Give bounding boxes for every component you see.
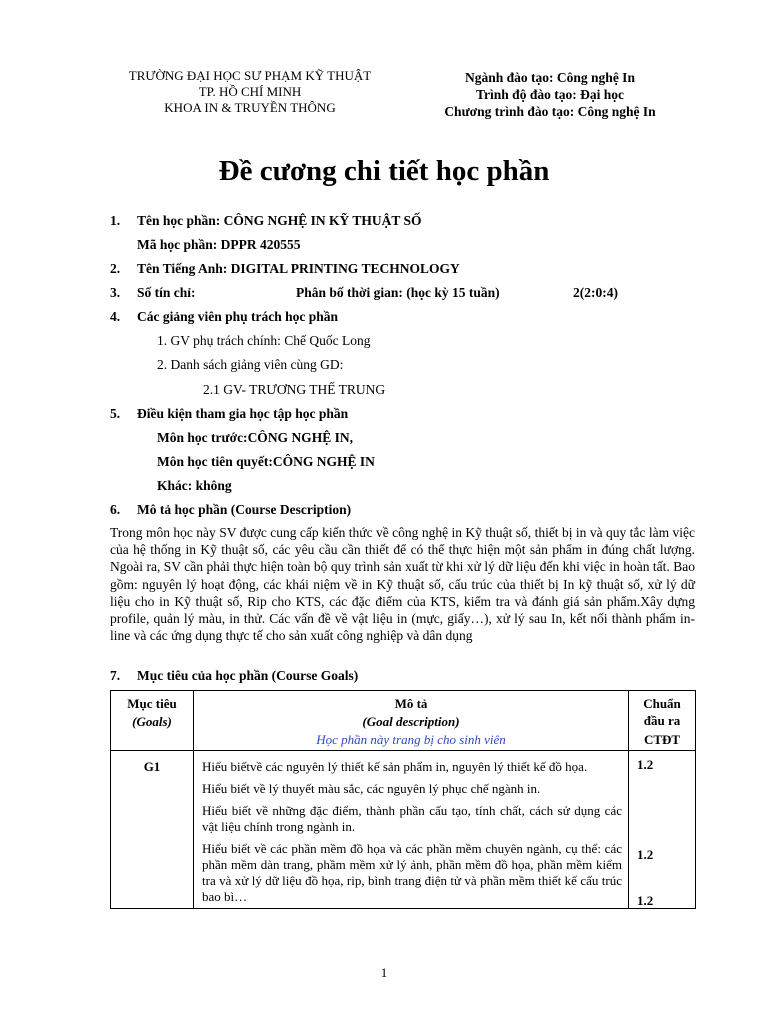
outcome-code: 1.2	[637, 847, 654, 862]
goal-description	[194, 751, 629, 909]
goal-header	[111, 691, 194, 751]
co-lecturer: 2.1 GV- TRƯƠNG THẾ TRUNG	[203, 382, 386, 397]
goal-text: Hiểu biết về những đặc điểm, thành phần cấu tạo, tính chất, cách sử dụng các vật liệu chính trong ngành in.	[202, 803, 622, 834]
program-header	[420, 69, 680, 120]
item-4	[110, 309, 338, 325]
course-code: Mã học phần: DPPR 420555	[137, 237, 301, 252]
goal-outcomes	[629, 751, 696, 909]
time-allocation: Phân bố thời gian: (học kỳ 15 tuần)	[296, 285, 500, 300]
goal-id: G1	[111, 751, 194, 909]
item-number: 3.	[110, 285, 121, 300]
previous-course-value: CÔNG NGHỆ IN,	[247, 430, 353, 445]
prerequisites-heading: Điều kiện tham gia học tập học phần	[137, 406, 349, 421]
description-header-sub: Học phần này trang bị cho sinh viên	[316, 732, 506, 747]
item-number: 7.	[110, 668, 121, 683]
course-description: Trong môn học này SV được cung cấp kiến thức về công nghệ in Kỹ thuật số, thiết bị in và quy tắc làm việc của hệ thống in Kỹ thuật số, các yêu cầu cần thiết để có thể thực hiện một sản phẩm in đúng chất lượng. Ngoài ra, SV cần phải thực hiện toàn bộ quy trình sản xuất từ khi xử lý dữ liệu đến khi việc in hoàn tất. Bao gồm: nguyên lý hoạt động, các khái niệm về in Kỹ thuật số, cấu trúc của thiết bị In kỹ thuật số, xử lý dữ liệu cho in Kỹ thuật số, Rip cho KTS, các đặc điểm của KTS, kiểm tra và đánh giá sản phẩm.Xây dựng profile, quản lý màu, in thử. Các vấn đề về vật liệu in (mực, giấy…), xử lý sau In, kết nối thành phẩm in-line và các ứng dụng thực tế cho sản xuất công nghiệp và dân dụng	[110, 525, 695, 644]
university-name: TRƯỜNG ĐẠI HỌC SƯ PHẠM KỸ THUẬT	[128, 68, 372, 83]
item-3	[110, 285, 630, 301]
required-course-label: Môn học tiên quyết:	[157, 454, 273, 469]
description-heading: Mô tả học phần (Course Description)	[137, 502, 352, 517]
outcome-header-3: CTĐT	[643, 732, 681, 747]
main-lecturer: 1. GV phụ trách chính: Chế Quốc Long	[157, 333, 371, 348]
item-number: 1.	[110, 213, 121, 228]
level-line: Trình độ đào tạo: Đại học	[476, 87, 624, 102]
table-header-row	[111, 691, 696, 751]
item-number: 4.	[110, 309, 121, 324]
item-5	[110, 406, 348, 422]
other-requirements: Khác: không	[157, 478, 232, 493]
goals-table	[110, 690, 696, 909]
item-number: 5.	[110, 406, 121, 421]
item-number: 2.	[110, 261, 121, 276]
goal-text: Hiểu biết về lý thuyết màu sắc, các nguyên lý phục chế ngành in.	[202, 781, 541, 796]
english-name: Tên Tiếng Anh: DIGITAL PRINTING TECHNOLOGY	[137, 261, 460, 276]
goal-header-label: Mục tiêu	[127, 696, 177, 711]
credits-label: Số tín chỉ:	[137, 285, 196, 300]
lecturer-list-label: 2. Danh sách giảng viên cùng GD:	[157, 357, 344, 372]
description-header	[194, 691, 629, 751]
item-7	[110, 668, 358, 684]
lecturers-heading: Các giảng viên phụ trách học phần	[137, 309, 339, 324]
description-header-label: Mô tả	[394, 696, 428, 711]
table-row	[111, 751, 696, 909]
institution-header	[110, 68, 390, 116]
course-name: Tên học phần: CÔNG NGHỆ IN KỸ THUẬT SỐ	[137, 213, 422, 228]
page-number: 1	[380, 965, 388, 980]
previous-course	[157, 430, 353, 446]
credits-value: 2(2:0:4)	[573, 285, 618, 300]
item-1	[110, 213, 422, 229]
outcome-header-1: Chuẩn	[643, 696, 681, 711]
page-title: Đề cương chi tiết học phần	[218, 155, 550, 187]
outcome-code: 1.2	[637, 757, 654, 772]
outcome-code: 1.2	[637, 893, 654, 908]
goal-text: Hiểu biếtvề các nguyên lý thiết kế sản phẩm in, nguyên lý thiết kế đồ họa.	[202, 759, 588, 774]
outcome-header-2: đầu ra	[643, 713, 681, 728]
program-line: Chương trình đào tạo: Công nghệ In	[444, 104, 656, 119]
required-course	[157, 454, 375, 470]
item-number: 6.	[110, 502, 121, 517]
university-city: TP. HỒ CHÍ MINH	[198, 84, 302, 99]
goal-text: Hiểu biết về các phần mềm đồ họa và các phần mềm chuyên ngành, cụ thể: các phần mềm dàn trang, phầm mềm xử lý ảnh, phần mềm đồ họa, phần mềm kiểm tra và xử lý dữ liệu đồ họa, rip, bình trang điện tử và phần mềm thiết kế cấu trúc bao bì…	[202, 841, 622, 904]
major-line: Ngành đào tạo: Công nghệ In	[465, 70, 635, 85]
outcome-header	[629, 691, 696, 751]
description-header-en: (Goal description)	[362, 714, 460, 729]
item-2	[110, 261, 460, 277]
previous-course-label: Môn học trước:	[157, 430, 248, 445]
faculty-name: KHOA IN & TRUYỀN THÔNG	[164, 100, 336, 115]
goals-heading: Mục tiêu của học phần (Course Goals)	[137, 668, 359, 683]
goal-header-en: (Goals)	[132, 714, 172, 729]
item-6	[110, 502, 351, 518]
required-course-value: CÔNG NGHỆ IN	[272, 454, 375, 469]
